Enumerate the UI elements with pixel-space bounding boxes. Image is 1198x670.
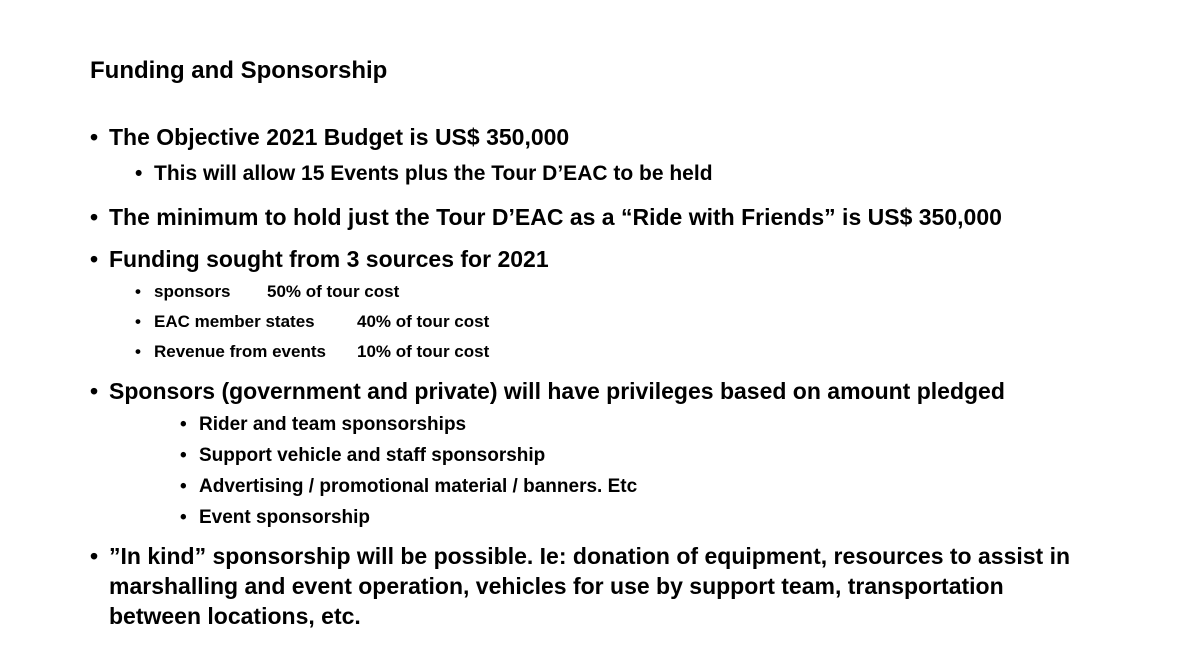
bullet-icon: • [135,282,141,301]
privilege-text: Advertising / promotional material / banners. Etc [199,476,638,497]
bullet-icon: • [90,378,99,404]
bullet-icon: • [180,414,187,435]
source-name: Revenue from events [154,342,326,361]
bullet-text: Sponsors (government and private) will have privileges based on amount pledged [109,378,1005,404]
privilege-text: Rider and team sponsorships [199,414,467,435]
bullet-text: The minimum to hold just the Tour D’EAC as a “Ride with Friends” is US$ 350,000 [109,204,1002,230]
bullet-icon: • [135,162,143,185]
privilege-text: Event sponsorship [199,507,371,528]
slide-title: Funding and Sponsorship [90,57,388,84]
bullet-icon: • [180,507,187,528]
bullet-text: ”In kind” sponsorship will be possible. Ie: donation of equipment, resources to assist in marshalling and event operation, vehicles for use by support team, transportation between locations, etc. [109,543,1071,629]
privilege-text: Support vehicle and staff sponsorship [199,445,546,466]
bullet-text: This will allow 15 Events plus the Tour D’EAC to be held [154,162,713,185]
bullet-icon: • [90,124,99,150]
bullet-icon: • [180,445,187,466]
source-share: 40% of tour cost [357,312,490,331]
bullet-icon: • [90,543,99,569]
bullet-icon: • [90,246,99,272]
bullet-icon: • [180,476,187,497]
source-name: EAC member states [154,312,315,331]
bullet-icon: • [135,312,141,331]
source-share: 50% of tour cost [267,282,400,301]
source-share: 10% of tour cost [357,342,490,361]
source-name: sponsors [154,282,231,301]
bullet-icon: • [135,342,141,361]
bullet-text: The Objective 2021 Budget is US$ 350,000 [109,124,570,150]
bullet-text: Funding sought from 3 sources for 2021 [109,246,549,272]
bullet-icon: • [90,204,99,230]
bullet-in-kind [90,541,1090,631]
